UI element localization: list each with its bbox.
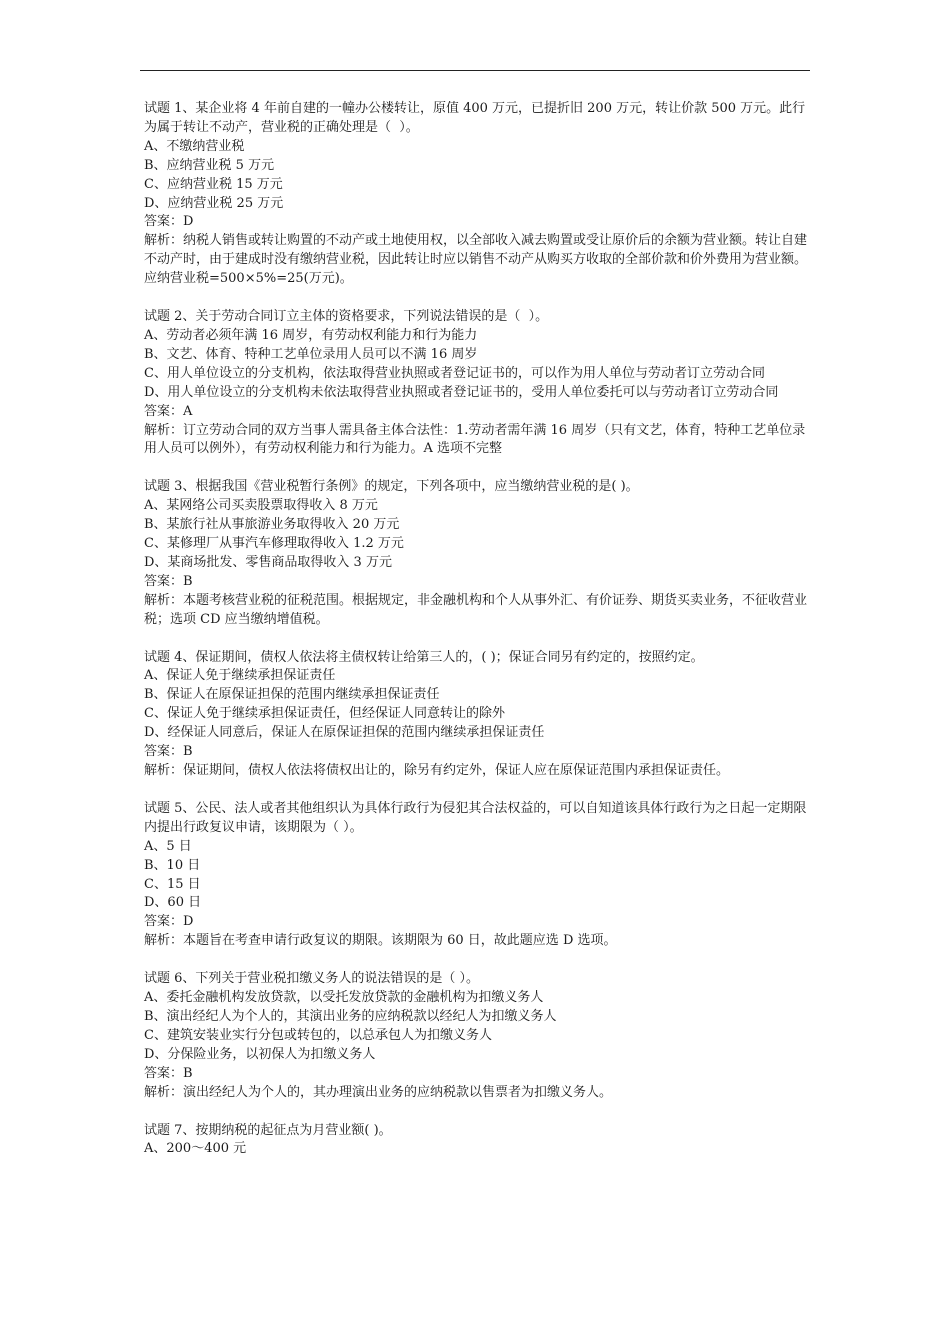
question-stem: 试题 4、保证期间，债权人依法将主债权转让给第三人的，( )；保证合同另有约定的，按照约定。 [144, 649, 704, 665]
answer: 答案：A [144, 403, 193, 419]
option-c: C、应纳营业税 15 万元 [144, 176, 283, 192]
option-a: A、劳动者必须年满 16 周岁，有劳动权利能力和行为能力 [144, 327, 478, 343]
analysis: 解析：纳税人销售或转让购置的不动产或土地使用权，以全部收入减去购置或受让原价后的余额为营业额。转让自建不动产时，由于建成时没有缴纳营业税，因此转让时应以销售不动产从购买方收取的全部价款和价外费用为营业额。应纳营业税=500×5%=25(万元)。 [144, 233, 808, 287]
option-c: C、保证人免于继续承担保证责任，但经保证人同意转让的除外 [144, 706, 505, 722]
option-c: C、建筑安装业实行分包或转包的，以总承包人为扣缴义务人 [144, 1027, 492, 1043]
option-b: B、应纳营业税 5 万元 [144, 157, 275, 173]
option-c: C、某修理厂从事汽车修理取得收入 1.2 万元 [144, 536, 404, 552]
option-a: A、不缴纳营业税 [144, 138, 245, 154]
analysis: 解析：本题考核营业税的征税范围。根据规定，非金融机构和个人从事外汇、有价证券、期货买卖业务，不征收营业税；选项 CD 应当缴纳增值税。 [144, 592, 808, 627]
option-d: D、某商场批发、零售商品取得收入 3 万元 [144, 554, 392, 570]
question-6 [144, 970, 809, 1102]
analysis: 解析：保证期间，债权人依法将债权出让的，除另有约定外，保证人应在原保证范围内承担保证责任。 [144, 763, 730, 778]
option-a: A、委托金融机构发放贷款，以受托发放贷款的金融机构为扣缴义务人 [144, 990, 544, 1006]
option-d: D、用人单位设立的分支机构未依法取得营业执照或者登记证书的，受用人单位委托可以与劳动者订立劳动合同 [144, 384, 779, 400]
option-a: A、200～400 元 [144, 1141, 247, 1157]
answer: 答案：B [144, 573, 193, 589]
answer: 答案：B [144, 1065, 193, 1081]
option-a: A、保证人免于继续承担保证责任 [144, 668, 336, 684]
option-b: B、某旅行社从事旅游业务取得收入 20 万元 [144, 517, 400, 533]
question-3 [144, 478, 809, 629]
document-body [144, 100, 809, 1178]
question-stem: 试题 3、根据我国《营业税暂行条例》的规定，下列各项中，应当缴纳营业税的是( )。 [144, 479, 639, 495]
question-7 [144, 1122, 809, 1160]
option-d: D、经保证人同意后，保证人在原保证担保的范围内继续承担保证责任 [144, 725, 545, 741]
option-c: C、用人单位设立的分支机构，依法取得营业执照或者登记证书的，可以作为用人单位与劳动者订立劳动合同 [144, 365, 765, 381]
question-stem: 试题 6、下列关于营业税扣缴义务人的说法错误的是（ ）。 [144, 971, 480, 987]
question-4 [144, 649, 809, 781]
question-2 [144, 308, 809, 459]
question-1 [144, 100, 809, 289]
option-a: A、某网络公司买卖股票取得收入 8 万元 [144, 498, 378, 514]
option-d: D、应纳营业税 25 万元 [144, 195, 284, 211]
option-b: B、演出经纪人为个人的，其演出业务的应纳税款以经纪人为扣缴义务人 [144, 1008, 557, 1024]
answer: 答案：B [144, 744, 193, 760]
analysis: 解析：演出经纪人为个人的，其办理演出业务的应纳税款以售票者为扣缴义务人。 [144, 1084, 613, 1100]
question-stem: 试题 5、公民、法人或者其他组织认为具体行政行为侵犯其合法权益的，可以自知道该具体行政行为之日起一定期限内提出行政复议申请，该期限为（ ）。 [144, 800, 807, 835]
option-a: A、5 日 [144, 838, 192, 854]
option-d: D、60 日 [144, 895, 202, 911]
analysis: 解析：订立劳动合同的双方当事人需具备主体合法性：1.劳动者需年满 16 周岁（只有文艺，体育，特种工艺单位录用人员可以例外），有劳动权利能力和行为能力。A 选项不完整 [144, 422, 806, 457]
option-b: B、10 日 [144, 857, 201, 873]
option-b: B、文艺、体育、特种工艺单位录用人员可以不满 16 周岁 [144, 346, 478, 362]
header-rule [140, 70, 810, 71]
analysis: 解析：本题旨在考查申请行政复议的期限。该期限为 60 日，故此题应选 D 选项。 [144, 933, 617, 949]
question-stem: 试题 7、按期纳税的起征点为月营业额( )。 [144, 1122, 392, 1138]
question-stem: 试题 2、关于劳动合同订立主体的资格要求，下列说法错误的是（ ）。 [144, 309, 549, 325]
option-d: D、分保险业务，以初保人为扣缴义务人 [144, 1046, 376, 1062]
answer: 答案：D [144, 214, 194, 230]
option-c: C、15 日 [144, 876, 201, 892]
question-5 [144, 800, 809, 951]
question-stem: 试题 1、某企业将 4 年前自建的一幢办公楼转让，原值 400 万元，已提折旧 200 万元，转让价款 500 万元。此行为属于转让不动产，营业税的正确处理是（ ）。 [144, 101, 806, 135]
option-b: B、保证人在原保证担保的范围内继续承担保证责任 [144, 687, 440, 703]
answer: 答案：D [144, 914, 194, 930]
